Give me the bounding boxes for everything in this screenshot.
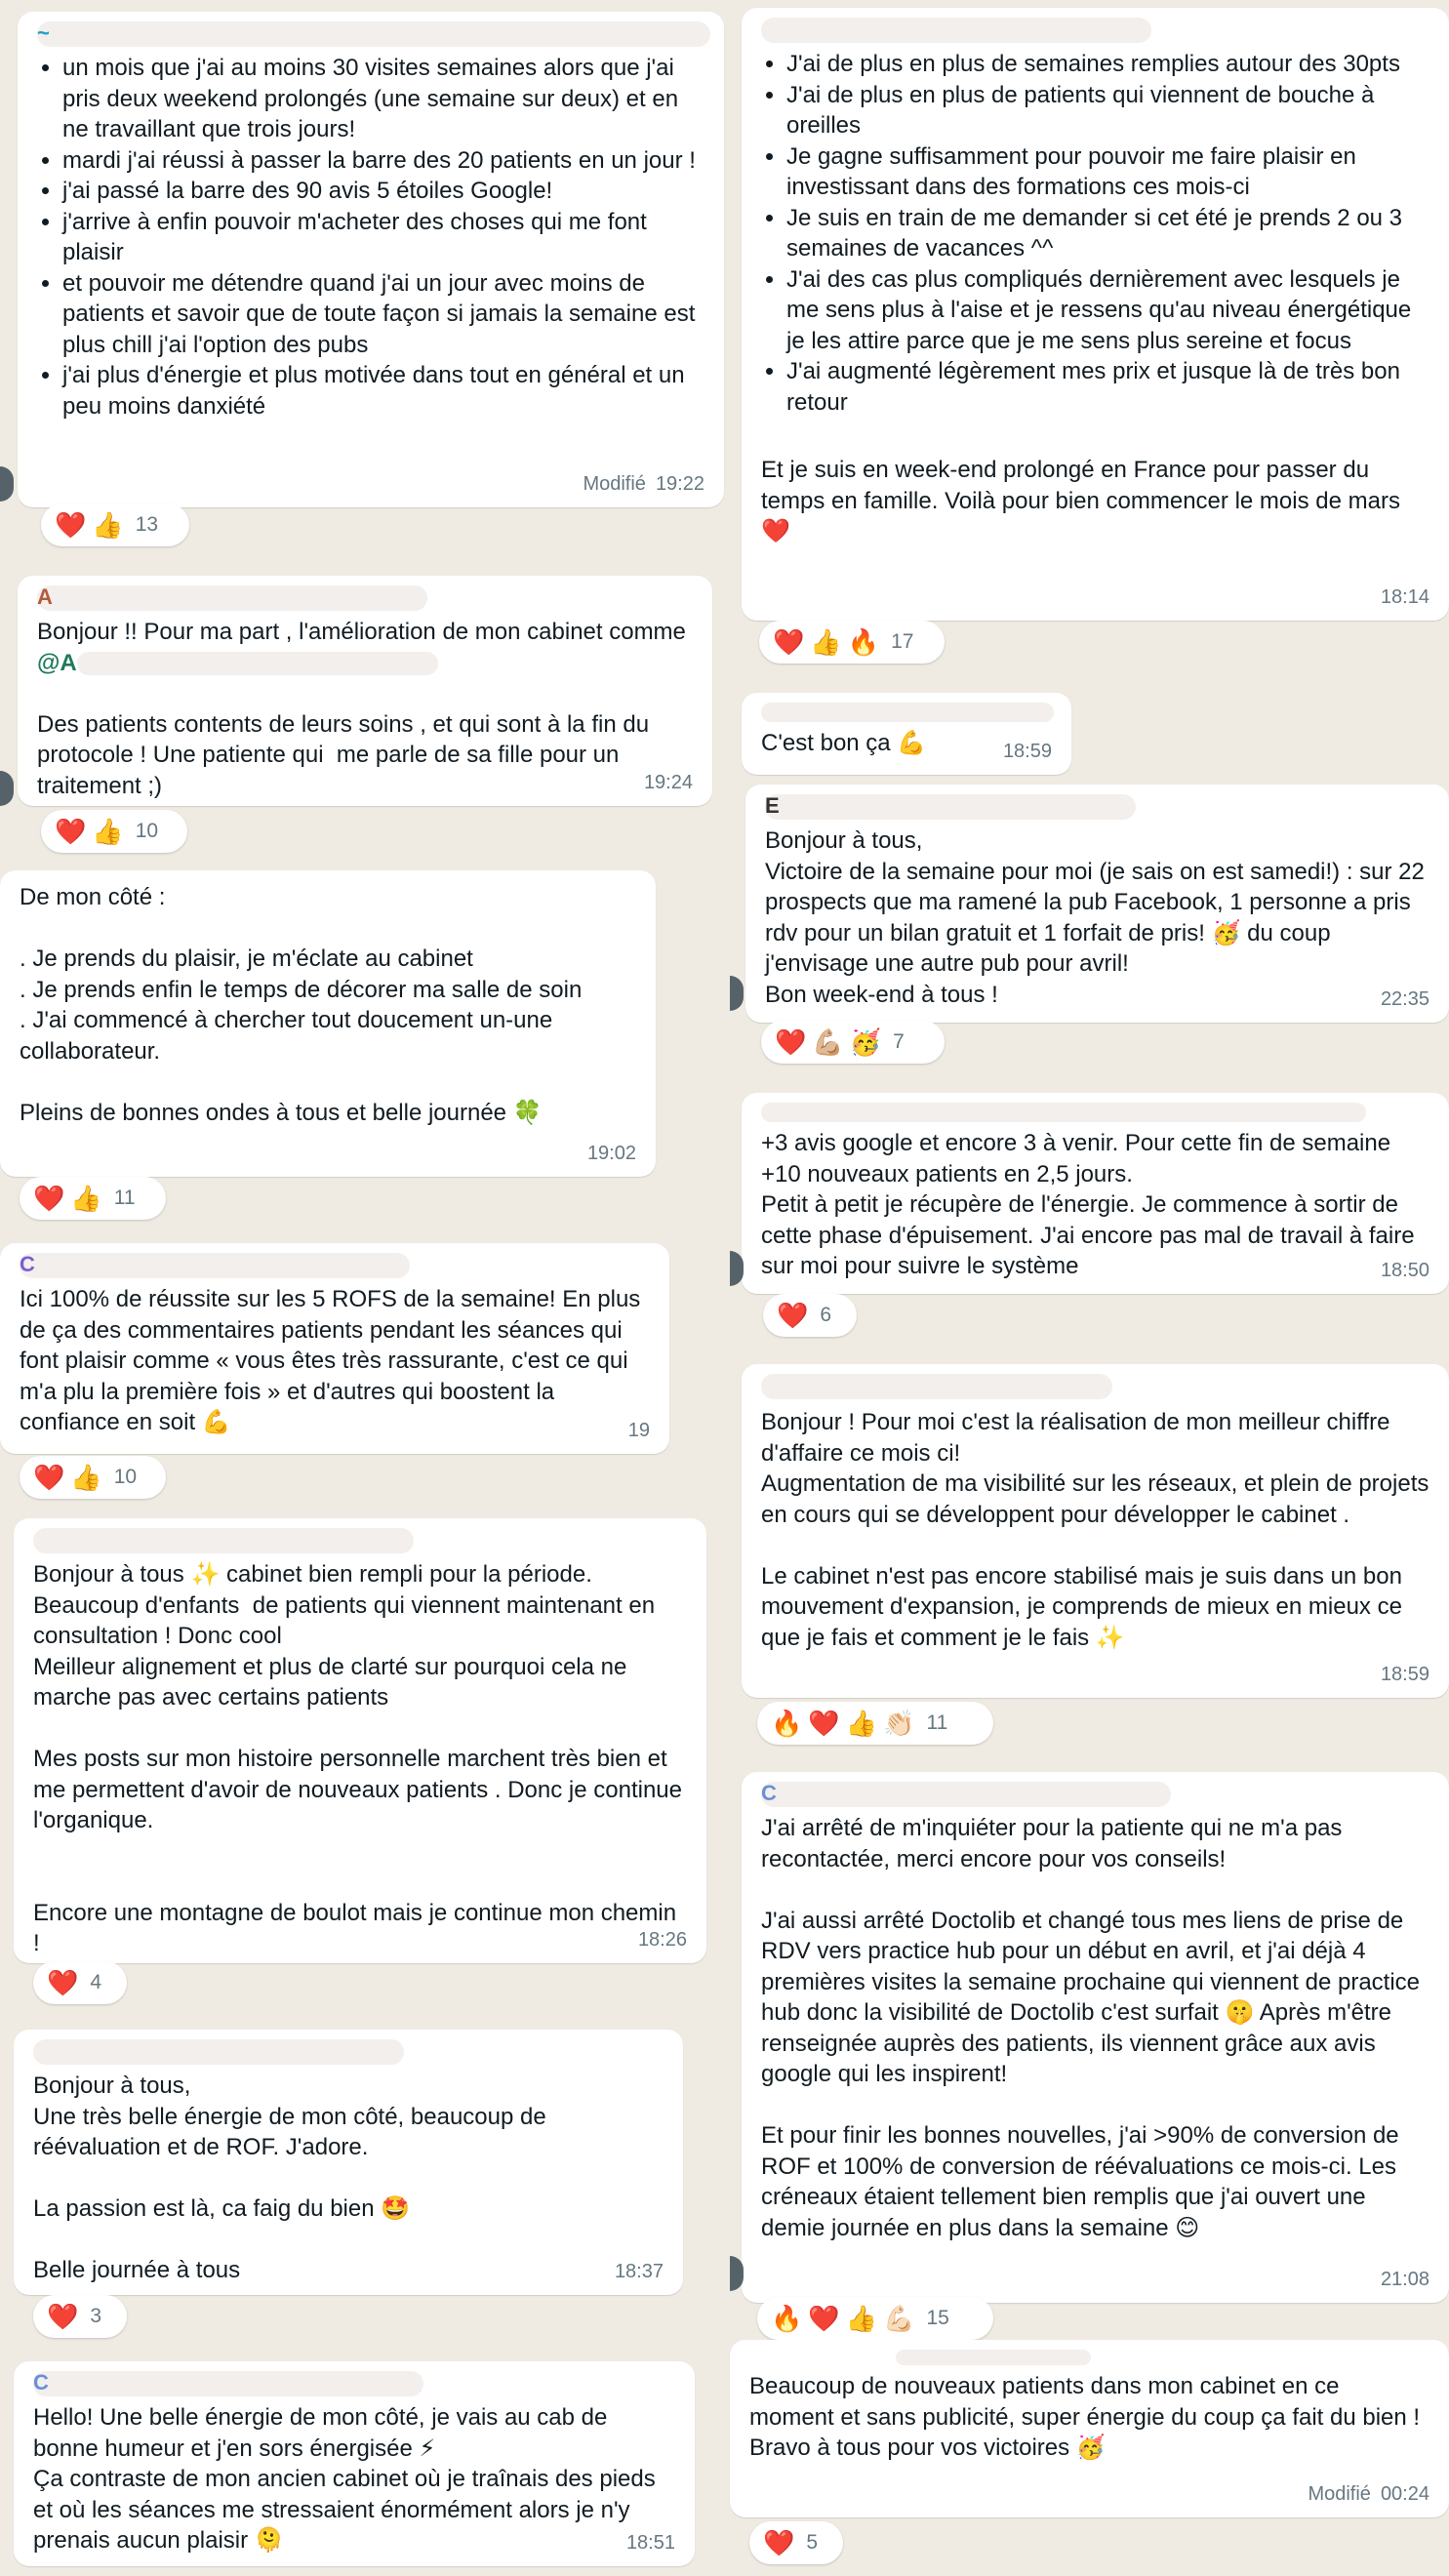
reactions-bar[interactable] — [33, 2295, 127, 2338]
thumbs-up-emoji-icon: 👍 — [845, 1708, 878, 1738]
timestamp: 19:24 — [643, 771, 693, 793]
timestamp: 19:22 — [655, 472, 704, 495]
thumbs-up-emoji-icon: 👍 — [92, 509, 124, 540]
message-bubble[interactable] — [14, 1518, 706, 1963]
edited-label: Modifié — [583, 472, 646, 495]
flexed-biceps-emoji-icon: 💪🏼 — [812, 1026, 844, 1057]
message-bubble[interactable] — [742, 1093, 1449, 1294]
sender-name-redacted — [761, 1374, 1112, 1399]
list-item: • et pouvoir me détendre quand j'ai un jour avec moins de patients et savoir que de toute façon si jamais la semaine est plus chill j'ai l'option des pubs — [62, 268, 704, 361]
message-meta — [1003, 737, 1052, 768]
message-text-part: Des patients contents de leurs soins , et qui sont à la fin du protocole ! Une patiente qui me parle de sa fille pour un traitement ;) — [37, 710, 650, 799]
sender-name-redacted — [37, 21, 710, 47]
message-bubble[interactable] — [0, 870, 656, 1177]
thumbs-up-emoji-icon: 👍 — [810, 626, 842, 657]
reactions-bar[interactable] — [761, 1021, 945, 1064]
message-bubble[interactable] — [742, 1772, 1449, 2303]
clapping-hands-emoji-icon: 👏🏻 — [883, 1708, 915, 1738]
fire-emoji-icon: 🔥 — [847, 626, 880, 657]
reaction-count: 15 — [926, 2307, 949, 2329]
heart-emoji-icon: ❤️ — [775, 1026, 807, 1057]
sender-name-redacted — [896, 2350, 1091, 2365]
sender-name-redacted — [20, 1253, 410, 1278]
timestamp: 18:51 — [625, 2531, 675, 2554]
message-meta — [626, 2528, 675, 2559]
avatar[interactable] — [0, 771, 14, 806]
message-bubble[interactable] — [730, 2340, 1449, 2517]
sender-name-redacted — [33, 2371, 423, 2396]
message-bubble[interactable] — [742, 8, 1449, 621]
heart-emoji-icon: ❤️ — [777, 1300, 809, 1330]
sender-name-redacted — [765, 794, 1136, 820]
message-meta — [1381, 2265, 1429, 2296]
list-item: • J'ai des cas plus compliqués dernièrement avec lesquels je me sens plus à l'aise et je ressens qu'au niveau énergétique je les attire parce que je me sens plus sereine et focus — [786, 264, 1429, 357]
heart-emoji-icon: ❤️ — [33, 1183, 65, 1213]
message-text: Bonjour ! Pour moi c'est la réalisation de mon meilleur chiffre d'affaire ce mois ci! Augmentation de ma visibilité sur les réseaux, et plein de projets en cours qui se développent pour développer le cabinet . Le cabinet n'est pas encore stabilisé mais je suis dans un bon mouvement d'expansion, je comprends de mieux en mieux ce que je fais et comment je le fais ✨ — [761, 1409, 1429, 1651]
message-text: +3 avis google et encore 3 à venir. Pour cette fin de semaine +10 nouveaux patients en 2,5 jours. Petit à petit je récupère de l'énergie. Je commence à sortir de cette phase d'épuisement. J'ai encore pas mal de travail à faire sur moi pour suivre le système — [761, 1130, 1415, 1279]
sender-name-redacted — [761, 1103, 1366, 1122]
reaction-count: 5 — [806, 2531, 819, 2554]
message-text: Bonjour à tous, Une très belle énergie de mon côté, beaucoup de réévaluation et de ROF. J'adore. La passion est là, ca faig du bien 🤩 Belle journée à tous — [33, 2073, 546, 2283]
reactions-bar[interactable] — [757, 2297, 993, 2340]
reactions-bar[interactable] — [41, 810, 187, 853]
sender-name-redacted — [37, 585, 427, 611]
message-bubble[interactable] — [745, 785, 1449, 1023]
reactions-bar[interactable] — [41, 503, 189, 546]
message-bubble[interactable] — [18, 12, 724, 507]
thumbs-up-emoji-icon: 👍 — [845, 2303, 878, 2333]
sender-initial: ~ — [37, 20, 50, 45]
sender-initial: C — [20, 1252, 35, 1276]
timestamp: 19 — [627, 1419, 650, 1441]
message-bubble[interactable] — [18, 576, 712, 806]
sender-initial: C — [33, 2370, 49, 2395]
heart-emoji-icon: ❤️ — [47, 1967, 79, 1997]
message-text: Beaucoup de nouveaux patients dans mon cabinet en ce moment et sans publicité, super énergie du coup ça fait du bien ! Bravo à tous pour vos victoires 🥳 — [749, 2373, 1421, 2461]
message-meta — [583, 469, 704, 501]
list-item: • J'ai augmenté légèrement mes prix et jusque là de très bon retour — [786, 356, 1429, 418]
sender-name-redacted — [761, 18, 1151, 43]
timestamp: 22:35 — [1380, 987, 1429, 1010]
message-text: Bonjour à tous, Victoire de la semaine pour moi (je sais on est samedi!) : sur 22 prospects que ma ramené la pub Facebook, 1 personne a pris rdv pour un bilan gratuit et 1 forfait de pris! 🥳 du coup j'envisage une autre pub pour avril! Bon week-end à tous ! — [765, 827, 1425, 1008]
sender-name-redacted — [33, 1528, 414, 1553]
heart-emoji-icon: ❤️ — [773, 626, 805, 657]
mention-redacted — [77, 652, 438, 675]
reactions-bar[interactable] — [757, 1702, 993, 1745]
message-meta — [1308, 2479, 1429, 2511]
message-meta — [638, 1925, 687, 1956]
list-item: • j'arrive à enfin pouvoir m'acheter des choses qui me font plaisir — [62, 207, 704, 268]
message-text: Et je suis en week-end prolongé en France pour passer du temps en famille. Voilà pour bien commencer le mois de mars ❤️ — [761, 457, 1407, 544]
heart-emoji-icon: ❤️ — [808, 1708, 840, 1738]
list-item: • mardi j'ai réussi à passer la barre des 20 patients en un jour ! — [62, 145, 704, 177]
timestamp: 18:14 — [1380, 585, 1429, 608]
message-text: Hello! Une belle énergie de mon côté, je vais au cab de bonne humeur et j'en sors énergisée ⚡ Ça contraste de mon ancien cabinet où je traînais des pieds et où les séances me stressaient énormément alors je n'y prenais aucun plaisir 🫠 — [33, 2404, 656, 2554]
list-item: • j'ai passé la barre des 90 avis 5 étoiles Google! — [62, 176, 704, 207]
message-bubble[interactable] — [0, 1243, 669, 1454]
reaction-count: 3 — [90, 2305, 102, 2327]
mention-link[interactable]: @A — [37, 649, 77, 676]
sender-name-redacted — [761, 703, 1054, 722]
message-meta — [1381, 985, 1429, 1016]
message-text-part: Bonjour !! Pour ma part , l'amélioration de mon cabinet comme — [37, 619, 693, 645]
party-face-emoji-icon: 🥳 — [849, 1026, 882, 1057]
timestamp: 18:59 — [1002, 740, 1052, 762]
reaction-count: 4 — [90, 1971, 102, 1993]
message-text: C'est bon ça 💪 — [761, 730, 927, 756]
heart-emoji-icon: ❤️ — [763, 2527, 795, 2557]
reaction-count: 10 — [113, 1466, 138, 1488]
flexed-biceps-emoji-icon: 💪🏻 — [883, 2303, 915, 2333]
thumbs-up-emoji-icon: 👍 — [70, 1183, 102, 1213]
list-item: • J'ai de plus en plus de patients qui viennent de bouche à oreilles — [786, 80, 1429, 141]
right-column — [730, 0, 1449, 2576]
thumbs-up-emoji-icon: 👍 — [70, 1462, 102, 1492]
avatar[interactable] — [730, 976, 744, 1011]
sender-initial: E — [765, 793, 780, 818]
message-meta — [1381, 583, 1429, 614]
thumbs-up-emoji-icon: 👍 — [92, 816, 124, 846]
message-text — [37, 617, 693, 801]
reaction-count: 7 — [893, 1030, 905, 1053]
message-meta — [628, 1416, 650, 1447]
timestamp: 19:02 — [586, 1142, 636, 1164]
reaction-count: 13 — [135, 513, 159, 536]
timestamp: 21:08 — [1380, 2268, 1429, 2290]
message-meta — [1381, 1256, 1429, 1287]
list-item: • J'ai de plus en plus de semaines remplies autour des 30pts — [786, 49, 1429, 80]
bullet-list — [761, 49, 1429, 418]
heart-emoji-icon: ❤️ — [33, 1462, 65, 1492]
bullet-list — [37, 53, 704, 422]
heart-emoji-icon: ❤️ — [55, 816, 87, 846]
sender-initial: C — [761, 1781, 777, 1805]
timestamp: 18:37 — [614, 2260, 664, 2282]
message-bubble[interactable] — [742, 1364, 1449, 1698]
reaction-count: 17 — [891, 630, 914, 653]
avatar[interactable] — [0, 466, 14, 502]
reactions-bar[interactable] — [20, 1456, 166, 1499]
sender-initial: A — [37, 584, 53, 609]
reactions-bar[interactable] — [749, 2521, 843, 2564]
message-meta — [587, 1139, 636, 1170]
sender-name-redacted — [33, 2039, 404, 2065]
message-meta — [615, 2257, 664, 2288]
reactions-bar[interactable] — [763, 1294, 857, 1337]
timestamp: 00:24 — [1380, 2482, 1429, 2505]
heart-emoji-icon: ❤️ — [55, 509, 87, 540]
reaction-count: 6 — [820, 1304, 832, 1326]
fire-emoji-icon: 🔥 — [771, 1708, 803, 1738]
timestamp: 18:26 — [637, 1928, 687, 1951]
sender-name-redacted — [761, 1782, 1171, 1807]
message-text: Ici 100% de réussite sur les 5 ROFS de la semaine! En plus de ça des commentaires patients pendant les séances qui font plaisir comme « vous êtes très rassurante, c'est ce qui m'a plu la première fois » et d'autres qui boostent la confiance en soit 💪 — [20, 1286, 647, 1435]
message-bubble[interactable] — [14, 2361, 695, 2566]
message-bubble[interactable] — [14, 2030, 683, 2295]
timestamp: 18:59 — [1380, 1663, 1429, 1685]
message-meta — [644, 768, 693, 799]
list-item: • un mois que j'ai au moins 30 visites semaines alors que j'ai pris deux weekend prolongés (une semaine sur deux) et en ne travaillant que trois jours! — [62, 53, 704, 145]
message-text: Bonjour à tous ✨ cabinet bien rempli pour la période. Beaucoup d'enfants de patients qui viennent maintenant en consultation ! Donc cool Meilleur alignement et plus de clarté sur pourquoi cela ne marche pas avec certains patients Mes posts sur mon histoire personnelle marchent très bien et me permettent d'avoir de nouveaux patients . Donc je continue l'organique. Encore une montagne de boulot mais je continue mon chemin ! — [33, 1561, 682, 1956]
list-item: • j'ai plus d'énergie et plus motivée dans tout en général et un peu moins danxiété — [62, 360, 704, 422]
message-text: J'ai arrêté de m'inquiéter pour la patiente qui ne m'a pas recontactée, merci encore pour vos conseils! J'ai aussi arrêté Doctolib et changé tous mes liens de prise de RDV vers practice hub pour un début en avril, et j'ai déjà 4 premières visites la semaine prochaine qui viennent de practice hub donc la visibilité de Doctolib c'est surfait 🤫 Après m'être renseignée auprès des patients, ils viennent grâce aux avis google qui les inspirent! Et pour finir les bonnes nouvelles, j'ai >90% de conversion de ROF et 100% de conversion de réévaluations ce mois-ci. Les créneaux étaient tellement bien remplis que j'ai ouvert une demie journée en plus dans la semaine 😊 — [761, 1815, 1421, 2241]
heart-emoji-icon: ❤️ — [808, 2303, 840, 2333]
reactions-bar[interactable] — [33, 1961, 127, 2004]
message-meta — [1381, 1660, 1429, 1691]
list-item: • Je gagne suffisamment pour pouvoir me faire plaisir en investissant dans des formations ces mois-ci — [786, 141, 1429, 203]
reaction-count: 10 — [135, 820, 159, 842]
heart-emoji-icon: ❤️ — [47, 2301, 79, 2331]
fire-emoji-icon: 🔥 — [771, 2303, 803, 2333]
message-bubble[interactable] — [742, 693, 1071, 775]
reactions-bar[interactable] — [20, 1177, 166, 1220]
reaction-count: 11 — [113, 1187, 136, 1209]
reactions-bar[interactable] — [759, 621, 945, 664]
reaction-count: 11 — [926, 1711, 948, 1734]
timestamp: 18:50 — [1380, 1259, 1429, 1281]
edited-label: Modifié — [1308, 2482, 1371, 2505]
left-column — [0, 0, 724, 2576]
list-item: • Je suis en train de me demander si cet été je prends 2 ou 3 semaines de vacances ^^ — [786, 203, 1429, 264]
message-text: De mon côté : . Je prends du plaisir, je m'éclate au cabinet . Je prends enfin le temps de décorer ma salle de soin . J'ai commencé à chercher tout doucement un-une collaborateur. Pleins de bonnes ondes à tous et belle journée 🍀 — [20, 884, 583, 1126]
